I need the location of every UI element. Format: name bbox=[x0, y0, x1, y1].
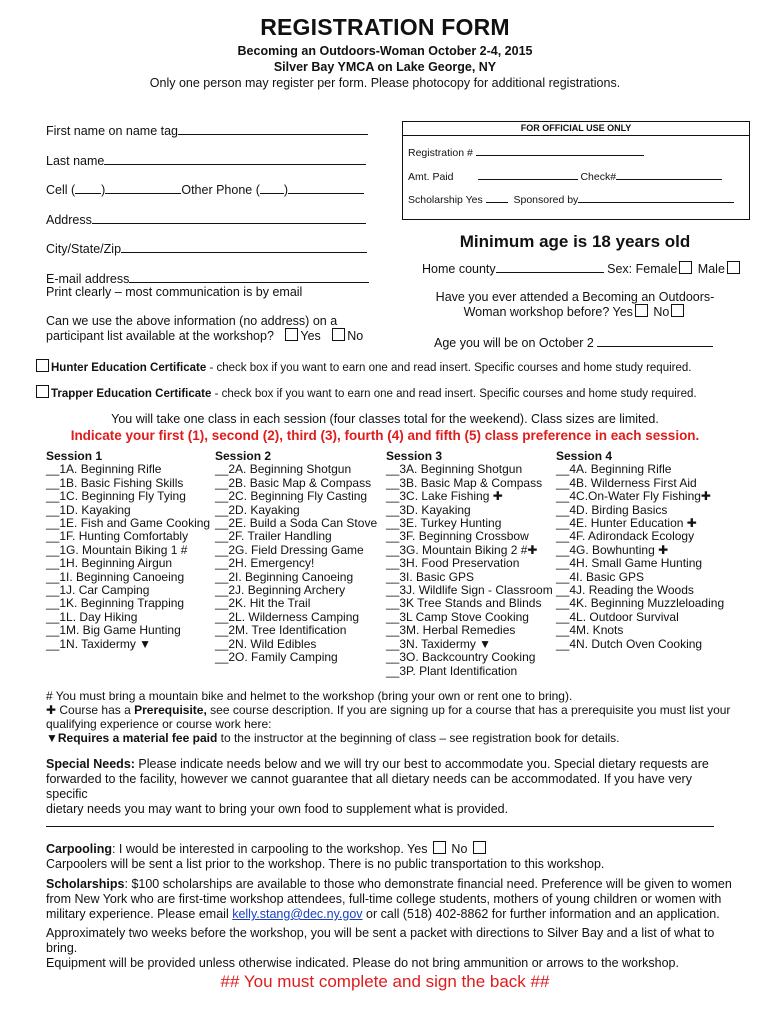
session-1-heading: Session 1 bbox=[46, 449, 103, 463]
male-label: Male bbox=[697, 262, 725, 276]
photocopy-note: Only one person may register per form. Please photocopy for additional registrations. bbox=[149, 76, 621, 90]
scholarships-label: Scholarships bbox=[46, 877, 125, 891]
official-use-header: FOR OFFICIAL USE ONLY bbox=[403, 122, 749, 136]
city-label: City/State/Zip bbox=[46, 242, 122, 256]
class-option[interactable]: __2I. Beginning Canoeing bbox=[215, 569, 354, 584]
class-option[interactable]: __1B. Basic Fishing Skills bbox=[46, 475, 184, 490]
other-area-line[interactable] bbox=[260, 181, 284, 194]
class-option[interactable]: __4H. Small Game Hunting bbox=[556, 556, 703, 571]
attended-question-1: Have you ever attended a Becoming an Outdoors- bbox=[435, 290, 715, 304]
class-option[interactable]: __3K Tree Stands and Blinds bbox=[386, 596, 542, 611]
class-option[interactable]: __2L. Wilderness Camping bbox=[215, 609, 360, 624]
prerequisite-note bbox=[46, 703, 736, 745]
class-option[interactable]: __2F. Trailer Handling bbox=[215, 529, 332, 544]
class-option[interactable]: __3F. Beginning Crossbow bbox=[386, 529, 529, 544]
class-option[interactable]: __4C.On-Water Fly Fishing✚ bbox=[556, 489, 711, 504]
class-option[interactable]: __2H. Emergency! bbox=[215, 556, 315, 571]
carpooling-paragraph bbox=[46, 841, 736, 872]
class-option[interactable]: __3B. Basic Map & Compass bbox=[386, 475, 543, 490]
session-2-heading: Session 2 bbox=[215, 449, 272, 463]
address-label: Address bbox=[46, 213, 92, 227]
class-option[interactable]: __1A. Beginning Rifle bbox=[46, 462, 162, 477]
packet-line-1: Approximately two weeks before the workshop, you will be sent a packet with directions to Silver Bay and a list of what to bring. bbox=[46, 926, 715, 955]
registration-label: Registration # bbox=[408, 147, 473, 159]
first-name-field[interactable] bbox=[46, 122, 368, 138]
carpool-yes-checkbox[interactable] bbox=[433, 841, 446, 854]
class-option[interactable]: __2B. Basic Map & Compass bbox=[215, 475, 372, 490]
registration-row bbox=[408, 146, 644, 159]
class-option[interactable]: __3I. Basic GPS bbox=[386, 569, 475, 584]
class-option[interactable]: __1N. Taxidermy ▼ bbox=[46, 636, 152, 651]
other-paren: ) bbox=[283, 183, 289, 197]
amt-paid-line bbox=[478, 170, 578, 180]
class-option[interactable]: __4M. Knots bbox=[556, 623, 624, 638]
attended-question-2: Woman workshop before? Yes bbox=[463, 305, 633, 319]
class-option[interactable]: __1H. Beginning Airgun bbox=[46, 556, 173, 571]
participant-question-2: participant list available at the workshop? bbox=[46, 329, 274, 343]
class-option[interactable]: __3E. Turkey Hunting bbox=[386, 516, 502, 531]
class-option[interactable]: __1K. Beginning Trapping bbox=[46, 596, 185, 611]
class-option[interactable]: __1I. Beginning Canoeing bbox=[46, 569, 185, 584]
class-option[interactable]: __2J. Beginning Archery bbox=[215, 583, 346, 598]
bike-note: # You must bring a mountain bike and helmet to the workshop (bring your own or rent one to bring). bbox=[46, 689, 573, 703]
class-option[interactable]: __3H. Food Preservation bbox=[386, 556, 520, 571]
class-option[interactable]: __1F. Hunting Comfortably bbox=[46, 529, 189, 544]
form-title: REGISTRATION FORM bbox=[260, 14, 510, 40]
email-field[interactable] bbox=[46, 270, 369, 286]
class-option[interactable]: __4I. Basic GPS bbox=[556, 569, 645, 584]
venue-subtitle: Silver Bay YMCA on Lake George, NY bbox=[273, 60, 497, 74]
trapper-cert-row bbox=[34, 385, 697, 400]
cell-label: Cell ( bbox=[46, 183, 76, 197]
participant-yes-label: Yes bbox=[300, 329, 321, 343]
class-option[interactable]: __3J. Wildlife Sign - Classroom bbox=[386, 583, 553, 598]
class-option[interactable]: __3G. Mountain Biking 2 #✚ bbox=[386, 542, 538, 557]
class-option[interactable]: __4D. Birding Basics bbox=[556, 502, 668, 517]
class-option[interactable]: __1G. Mountain Biking 1 # bbox=[46, 542, 188, 557]
class-option[interactable]: __2K. Hit the Trail bbox=[215, 596, 311, 611]
class-option[interactable]: __3M. Herbal Remedies bbox=[386, 623, 516, 638]
first-name-line[interactable] bbox=[178, 122, 368, 135]
session-4-heading: Session 4 bbox=[556, 449, 613, 463]
prereq-bold: Prerequisite, bbox=[134, 703, 207, 717]
class-option[interactable]: __4A. Beginning Rifle bbox=[556, 462, 672, 477]
check-line bbox=[616, 170, 722, 180]
class-option[interactable]: __3O. Backcountry Cooking bbox=[386, 650, 536, 665]
prereq-prefix: ✚ Course has a bbox=[46, 703, 135, 717]
class-option[interactable]: __2A. Beginning Shotgun bbox=[215, 462, 352, 477]
event-subtitle: Becoming an Outdoors-Woman October 2-4, 2015 bbox=[237, 44, 533, 58]
class-option[interactable]: __2M. Tree Identification bbox=[215, 623, 347, 638]
session-4-list bbox=[556, 463, 726, 651]
class-option[interactable]: __3N. Taxidermy ▼ bbox=[386, 636, 492, 651]
trapper-cert-checkbox[interactable] bbox=[36, 385, 49, 398]
payment-row bbox=[408, 170, 722, 183]
session-4-column bbox=[556, 450, 726, 651]
class-option[interactable]: __4L. Outdoor Survival bbox=[556, 609, 679, 624]
class-option[interactable]: __3C. Lake Fishing ✚ bbox=[386, 489, 503, 504]
other-phone-label: Other Phone ( bbox=[181, 183, 260, 197]
session-1-column bbox=[46, 450, 216, 651]
sex-label: Sex: Female bbox=[607, 262, 678, 276]
email-label: E-mail address bbox=[46, 272, 130, 286]
scholarships-text-2: from New York who are first-time workshop attendees, full-time college students, mothers of young children or women with bbox=[46, 892, 722, 906]
scholarship-label: Scholarship Yes bbox=[408, 194, 483, 206]
class-option[interactable]: __4G. Bowhunting ✚ bbox=[556, 542, 669, 557]
female-checkbox[interactable] bbox=[679, 261, 692, 274]
hunter-cert-row bbox=[34, 359, 691, 374]
class-option[interactable]: __1M. Big Game Hunting bbox=[46, 623, 181, 638]
class-intro: You will take one class in each session (four classes total for the weekend). Class sizes are limited. bbox=[111, 412, 659, 426]
special-needs-text-3: dietary needs you may want to bring your own food to supplement what is provided. bbox=[46, 802, 509, 816]
scholarships-text-3b: or call (518) 402-8862 for further information and an application. bbox=[362, 907, 720, 921]
class-option[interactable]: __2O. Family Camping bbox=[215, 650, 338, 665]
class-option[interactable]: __1D. Kayaking bbox=[46, 502, 131, 517]
class-option[interactable]: __1L. Day Hiking bbox=[46, 609, 138, 624]
age-field[interactable] bbox=[434, 334, 713, 350]
session-3-list bbox=[386, 463, 556, 678]
class-option[interactable]: __1J. Car Camping bbox=[46, 583, 150, 598]
last-name-field[interactable] bbox=[46, 152, 366, 168]
last-name-line[interactable] bbox=[104, 152, 366, 165]
special-needs-text-1: Please indicate needs below and we will try our best to accommodate you. Special dietary requests are bbox=[134, 757, 709, 771]
class-option[interactable]: __4J. Reading the Woods bbox=[556, 583, 694, 598]
home-county-label: Home county bbox=[422, 262, 496, 276]
scholarships-text-1: : $100 scholarships are available to those who demonstrate financial need. Preference will be given to women bbox=[124, 877, 732, 891]
sign-back-reminder: ## You must complete and sign the back ## bbox=[220, 972, 550, 991]
participant-question-row bbox=[46, 328, 363, 343]
session-2-column bbox=[215, 450, 385, 665]
scholarships-text-3a: military experience. Please email bbox=[46, 907, 233, 921]
carpooling-text: : I would be interested in carpooling to the workshop. Yes bbox=[111, 842, 428, 856]
trapper-cert-text: - check box if you want to earn one and read insert. Specific courses and home study required. bbox=[211, 388, 697, 400]
carpool-no-checkbox[interactable] bbox=[473, 841, 486, 854]
special-needs-label: Special Needs: bbox=[46, 757, 135, 771]
phone-fields[interactable] bbox=[46, 181, 364, 197]
attended-question-row bbox=[402, 304, 748, 319]
class-option[interactable]: __2E. Build a Soda Can Stove bbox=[215, 516, 378, 531]
cell-number-line[interactable] bbox=[105, 181, 181, 194]
official-use-box bbox=[402, 121, 750, 220]
class-option[interactable]: __1C. Beginning Fly Tying bbox=[46, 489, 186, 504]
city-line[interactable] bbox=[121, 240, 367, 253]
male-checkbox[interactable] bbox=[727, 261, 740, 274]
packet-paragraph bbox=[46, 926, 736, 971]
prereq-line-2: qualifying experience or course work here: bbox=[46, 717, 272, 731]
class-preference-instruction: Indicate your first (1), second (2), third (3), fourth (4) and fifth (5) class preference in each session. bbox=[70, 428, 700, 443]
class-option[interactable]: __3L Camp Stove Cooking bbox=[386, 609, 529, 624]
participant-yes-checkbox[interactable] bbox=[285, 328, 298, 341]
hunter-cert-checkbox[interactable] bbox=[36, 359, 49, 372]
class-option[interactable]: __3P. Plant Identification bbox=[386, 663, 518, 678]
sponsored-line bbox=[578, 193, 734, 203]
print-clearly-note: Print clearly – most communication is by email bbox=[46, 285, 303, 299]
trapper-cert-title: Trapper Education Certificate bbox=[51, 388, 212, 400]
home-county-line[interactable] bbox=[496, 260, 604, 273]
scholarship-email-link[interactable]: kelly.stang@dec.ny.gov bbox=[232, 907, 363, 921]
class-option[interactable]: __4B. Wilderness First Aid bbox=[556, 475, 697, 490]
class-option[interactable]: __3A. Beginning Shotgun bbox=[386, 462, 523, 477]
class-option[interactable]: __2D. Kayaking bbox=[215, 502, 300, 517]
hunter-cert-text: - check box if you want to earn one and read insert. Specific courses and home study required. bbox=[206, 362, 692, 374]
class-option[interactable]: __2G. Field Dressing Game bbox=[215, 542, 364, 557]
scholarship-row bbox=[408, 193, 734, 206]
class-option[interactable]: __1E. Fish and Game Cooking bbox=[46, 516, 211, 531]
registration-line bbox=[476, 146, 644, 156]
class-option[interactable]: __4F. Adirondack Ecology bbox=[556, 529, 695, 544]
class-option[interactable]: __4N. Dutch Oven Cooking bbox=[556, 636, 703, 651]
carpooling-line-2: Carpoolers will be sent a list prior to the workshop. There is no public transportation to this workshop. bbox=[46, 857, 605, 871]
address-line[interactable] bbox=[92, 211, 366, 224]
county-sex-row bbox=[422, 260, 742, 276]
scholarships-paragraph bbox=[46, 877, 736, 922]
attended-no-label: No bbox=[653, 305, 670, 319]
fee-bold: ▼Requires a material fee paid bbox=[46, 731, 218, 745]
attended-no-checkbox[interactable] bbox=[671, 304, 684, 317]
sponsored-label: Sponsored by bbox=[513, 194, 579, 206]
cell-area-line[interactable] bbox=[75, 181, 101, 194]
special-needs-line[interactable] bbox=[46, 826, 714, 827]
class-option[interactable]: __4E. Hunter Education ✚ bbox=[556, 516, 697, 531]
packet-line-2: Equipment will be provided unless otherwise indicated. Please do not bring ammunition or arrows to the workshop. bbox=[46, 956, 679, 970]
participant-no-checkbox[interactable] bbox=[332, 328, 345, 341]
amt-paid-label: Amt. Paid bbox=[408, 171, 454, 183]
class-option[interactable]: __4K. Beginning Muzzleloading bbox=[556, 596, 725, 611]
check-label: Check# bbox=[580, 171, 617, 183]
participant-question-1: Can we use the above information (no address) on a bbox=[46, 314, 338, 328]
cell-paren: ) bbox=[101, 183, 106, 197]
carpooling-label: Carpooling bbox=[46, 842, 112, 856]
address-field[interactable] bbox=[46, 211, 366, 227]
first-name-label: First name on name tag bbox=[46, 124, 179, 138]
hunter-cert-title: Hunter Education Certificate bbox=[51, 362, 207, 374]
attended-yes-checkbox[interactable] bbox=[635, 304, 648, 317]
email-line[interactable] bbox=[129, 270, 369, 283]
class-option[interactable]: __2C. Beginning Fly Casting bbox=[215, 489, 368, 504]
prereq-rest: see course description. If you are signing up for a course that has a prerequisite you must list your bbox=[206, 703, 731, 717]
city-field[interactable] bbox=[46, 240, 367, 256]
session-3-column bbox=[386, 450, 556, 678]
session-2-list bbox=[215, 463, 385, 664]
fee-rest: to the instructor at the beginning of class – see registration book for details. bbox=[217, 731, 620, 745]
class-option[interactable]: __3D. Kayaking bbox=[386, 502, 471, 517]
scholarship-line bbox=[486, 193, 508, 203]
carpool-no-label: No bbox=[451, 842, 468, 856]
class-option[interactable]: __2N. Wild Edibles bbox=[215, 636, 317, 651]
participant-no-label: No bbox=[347, 329, 364, 343]
minimum-age-heading: Minimum age is 18 years old bbox=[459, 232, 691, 251]
special-needs-text-2: forwarded to the facility, however we cannot guarantee that all dietary needs can be accommodated. If you have very specific bbox=[46, 772, 692, 801]
age-label: Age you will be on October 2 bbox=[434, 336, 594, 350]
other-number-line[interactable] bbox=[288, 181, 364, 194]
last-name-label: Last name bbox=[46, 154, 105, 168]
special-needs-paragraph bbox=[46, 757, 736, 817]
session-3-heading: Session 3 bbox=[386, 449, 443, 463]
age-line[interactable] bbox=[597, 334, 713, 347]
session-1-list bbox=[46, 463, 216, 651]
